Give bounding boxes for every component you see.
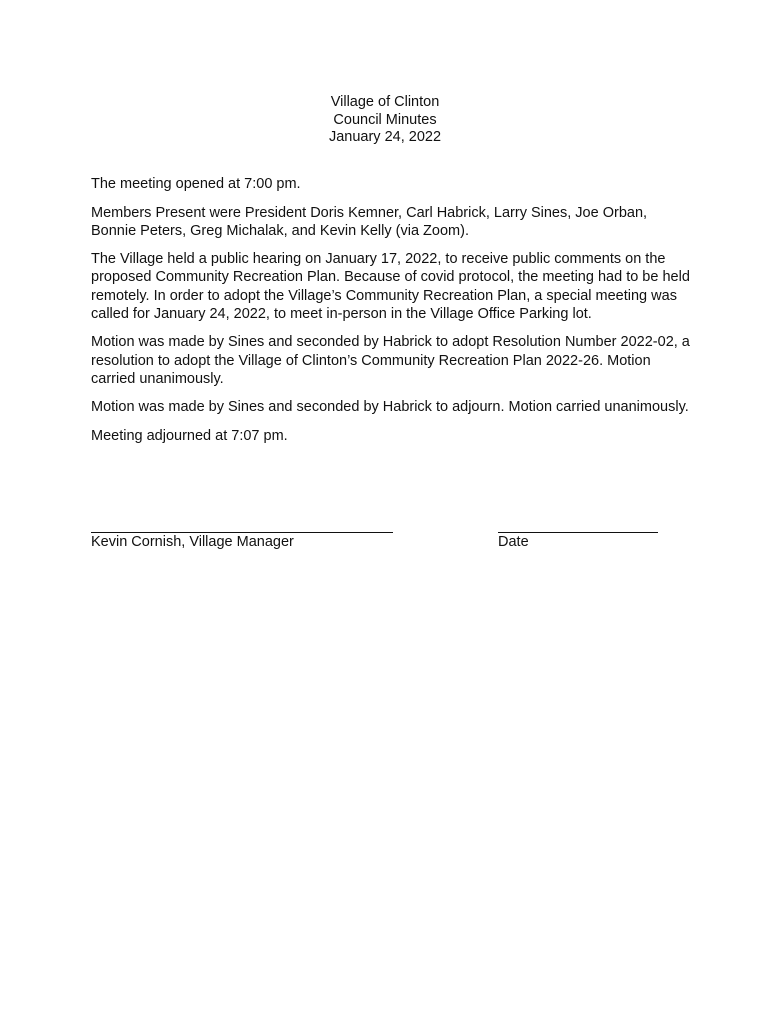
date-signature-line bbox=[498, 514, 658, 533]
manager-signature-label: Kevin Cornish, Village Manager bbox=[91, 534, 294, 550]
paragraph-motion-adjourn: Motion was made by Sines and seconded by Habrick to adjourn. Motion carried unanimously. bbox=[91, 399, 689, 416]
paragraph-meeting-opened: The meeting opened at 7:00 pm. bbox=[91, 176, 301, 192]
paragraph-meeting-adjourned: Meeting adjourned at 7:07 pm. bbox=[91, 427, 288, 444]
manager-signature-line bbox=[91, 514, 393, 533]
manager-signature-block bbox=[91, 514, 393, 552]
document-header bbox=[0, 94, 770, 147]
document-title: Council Minutes bbox=[333, 111, 437, 128]
date-signature-block bbox=[498, 514, 658, 552]
date-signature-label: Date bbox=[498, 534, 529, 550]
meeting-date: January 24, 2022 bbox=[328, 129, 442, 145]
village-name: Village of Clinton bbox=[330, 94, 440, 110]
paragraph-members-present: Members Present were President Doris Kemner, Carl Habrick, Larry Sines, Joe Orban, Bonnie Peters, Greg Michalak, and Kevin Kelly (via Zoom). bbox=[91, 204, 648, 239]
minutes-body bbox=[91, 175, 691, 455]
paragraph-motion-resolution: Motion was made by Sines and seconded by Habrick to adopt Resolution Number 2022-02, a resolution to adopt the Village of Clinton’s Community Recreation Plan 2022-26. Motion carried unanimously. bbox=[91, 334, 690, 387]
paragraph-public-hearing: The Village held a public hearing on January 17, 2022, to receive public comments on the proposed Community Recreation Plan. Because of covid protocol, the meeting had to be held remotely. In order to adopt the Village’s Community Recreation Plan, a special meeting was called for January 24, 2022, to meet in-person in the Village Office Parking lot. bbox=[91, 251, 690, 322]
